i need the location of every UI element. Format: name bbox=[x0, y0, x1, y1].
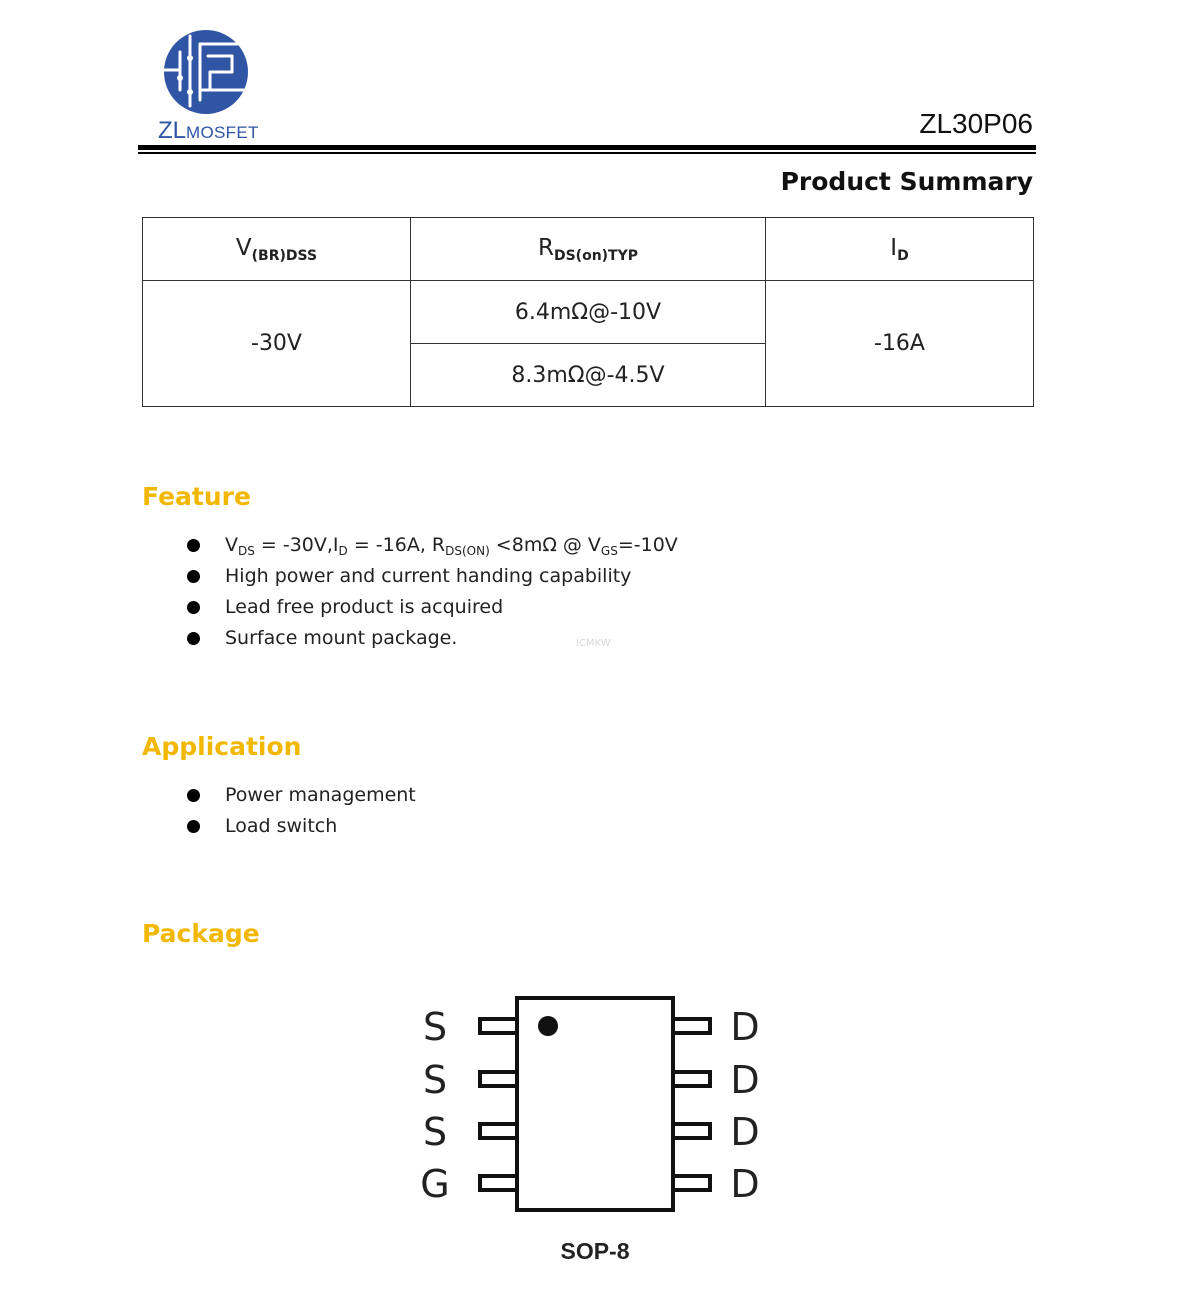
list-item: Power management bbox=[187, 780, 416, 811]
list-item: Load switch bbox=[187, 811, 416, 842]
list-item: High power and current handing capability bbox=[187, 561, 678, 592]
list-item: $V_{DS} = -30V,I_D = -16A$, $R_{DS(ON)} <8m\Omega$ @ $V_{GS}=-10V$ bbox=[187, 530, 678, 561]
bullet-icon bbox=[187, 539, 200, 552]
logo-emblem-icon bbox=[160, 30, 252, 114]
package-heading: Package bbox=[142, 919, 260, 948]
sop8-chip-icon bbox=[410, 990, 770, 1270]
cell-rdson-4v5: 8.3mΩ@-4.5V bbox=[411, 344, 766, 407]
cell-vbrdss: -30V bbox=[143, 281, 411, 407]
bullet-icon bbox=[187, 632, 200, 645]
pin-label-right-2: D bbox=[730, 1058, 760, 1102]
product-summary-table bbox=[142, 217, 1034, 407]
header-id: $I_D$ bbox=[766, 218, 1034, 281]
sop8-package-diagram bbox=[410, 990, 770, 1270]
table-header-row bbox=[143, 218, 1034, 281]
company-logo bbox=[160, 30, 252, 114]
header-rdson: $R_{DS(on)TYP}$ bbox=[411, 218, 766, 281]
bullet-icon bbox=[187, 820, 200, 833]
header-vbrdss: $V_{(BR)DSS}$ bbox=[143, 218, 411, 281]
table-row bbox=[143, 281, 1034, 344]
pin1-dot bbox=[538, 1016, 558, 1036]
cell-rdson-10v: 6.4mΩ@-10V bbox=[411, 281, 766, 344]
feature-list bbox=[187, 530, 678, 654]
logo-text-mosfet: MOSFET bbox=[186, 123, 259, 142]
application-heading: Application bbox=[142, 732, 302, 761]
logo-text-zl: ZL bbox=[158, 117, 187, 144]
header-rule-thin bbox=[138, 152, 1036, 154]
pin-label-left-3: S bbox=[422, 1110, 448, 1154]
bullet-icon bbox=[187, 789, 200, 802]
bullet-icon bbox=[187, 570, 200, 583]
feature-heading: Feature bbox=[142, 482, 251, 511]
header-rule bbox=[138, 145, 1036, 150]
bullet-icon bbox=[187, 601, 200, 614]
pin-label-left-4: G bbox=[420, 1162, 450, 1206]
pin-label-right-3: D bbox=[730, 1110, 760, 1154]
logo-wordmark bbox=[158, 117, 259, 145]
pin-label-left-2: S bbox=[422, 1058, 448, 1102]
pin-label-left-1: S bbox=[422, 1005, 448, 1049]
pin-label-right-4: D bbox=[730, 1162, 760, 1206]
application-list bbox=[187, 780, 416, 842]
list-item: Surface mount package. bbox=[187, 623, 678, 654]
cell-id: -16A bbox=[766, 281, 1034, 407]
watermark: ICMKW bbox=[576, 638, 611, 649]
list-item: Lead free product is acquired bbox=[187, 592, 678, 623]
package-caption: SOP-8 bbox=[560, 1238, 630, 1264]
part-number: ZL30P06 bbox=[919, 108, 1033, 139]
pin-label-right-1: D bbox=[730, 1005, 760, 1049]
summary-title: Product Summary bbox=[780, 167, 1033, 196]
